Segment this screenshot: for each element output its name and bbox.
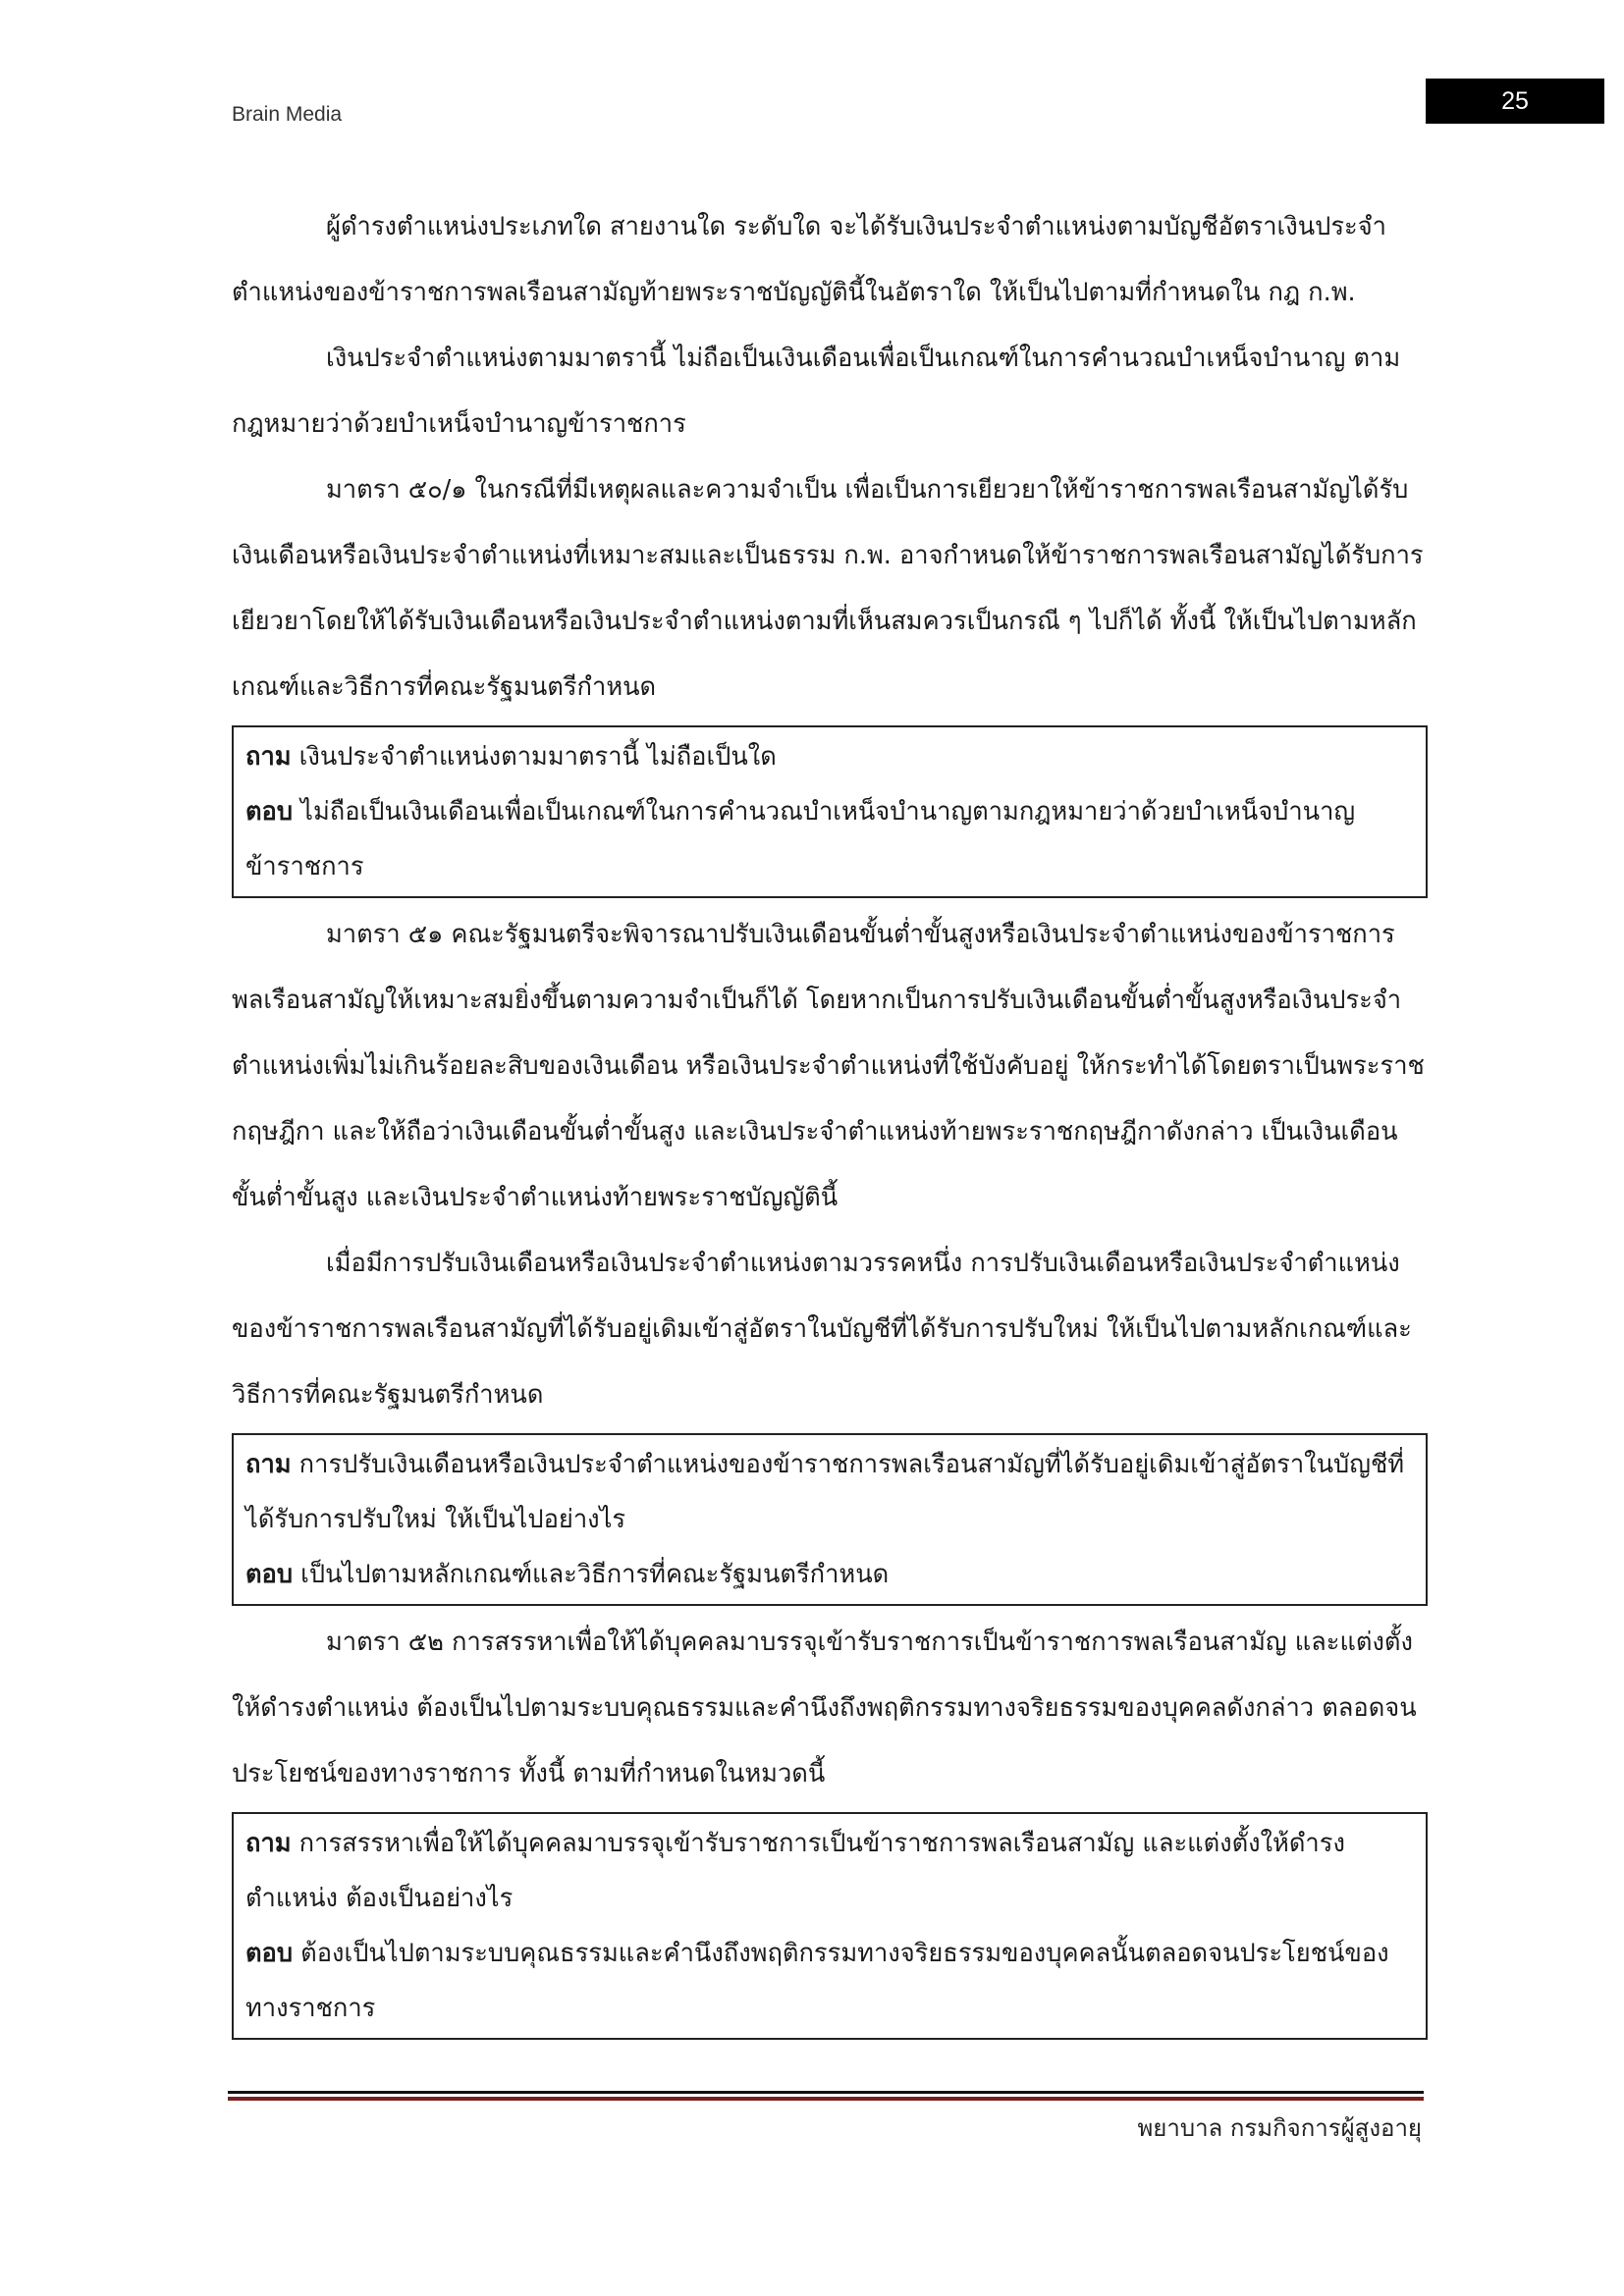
paragraph-2: เงินประจำตำแหน่งตามมาตรานี้ ไม่ถือเป็นเงินเดือนเพื่อเป็นเกณฑ์ในการคำนวณบำเหน็จบำนาญ ตามกฎหมายว่าด้วยบำเหน็จบำนาญข้าราชการ (232, 344, 1401, 439)
question-line (245, 1437, 1416, 1547)
question-line (245, 729, 1416, 784)
answer-line (245, 784, 1416, 894)
header-brand: Brain Media (232, 103, 343, 126)
paragraph-section-52: มาตรา ๕๒ การสรรหาเพื่อให้ได้บุคคลมาบรรจุเข้ารับราชการเป็นข้าราชการพลเรือนสามัญ และแต่งตั้งให้ดำรงตำแหน่ง ต้องเป็นไปตามระบบคุณธรรมและคำนึงถึงพฤติกรรมทางจริยธรรมของบุคคลดังกล่าว ตลอดจนประโยชน์ของทางราชการ ทั้งนี้ ตามที่กำหนดในหมวดนี้ (232, 1628, 1417, 1789)
answer-text: ต้องเป็นไปตามระบบคุณธรรมและคำนึงถึงพฤติกรรมทางจริยธรรมของบุคคลนั้นตลอดจนประโยชน์ของทางราชการ (245, 1939, 1389, 2023)
footer-divider (228, 2091, 1424, 2101)
paragraph-section-50-1: มาตรา ๕๐/๑ ในกรณีที่มีเหตุผลและความจำเป็น เพื่อเป็นการเยียวยาให้ข้าราชการพลเรือนสามัญได้รับเงินเดือนหรือเงินประจำตำแหน่งที่เหมาะสมและเป็นธรรม ก.พ. อาจกำหนดให้ข้าราชการพลเรือนสามัญได้รับการเยียวยาโดยให้ได้รับเงินเดือนหรือเงินประจำตำแหน่งตามที่เห็นสมควรเป็นกรณี ๆ ไปก็ได้ ทั้งนี้ ให้เป็นไปตามหลักเกณฑ์และวิธีการที่คณะรัฐมนตรีกำหนด (232, 475, 1424, 702)
page-number-badge: 25 (1426, 79, 1604, 124)
answer-label: ตอบ (245, 1939, 294, 1968)
question-label: ถาม (245, 1829, 292, 1858)
qa-box-1 (232, 725, 1428, 898)
answer-line (245, 1547, 1416, 1602)
question-line (245, 1816, 1416, 1926)
paragraph-1: ผู้ดำรงตำแหน่งประเภทใด สายงานใด ระดับใด จะได้รับเงินประจำตำแหน่งตามบัญชีอัตราเงินประจำตำแหน่งของข้าราชการพลเรือนสามัญท้ายพระราชบัญญัตินี้ในอัตราใด ให้เป็นไปตามที่กำหนดใน กฎ ก.พ. (232, 212, 1386, 307)
answer-label: ตอบ (245, 1560, 294, 1589)
answer-label: ตอบ (245, 797, 294, 827)
paragraph-section-51: มาตรา ๕๑ คณะรัฐมนตรีจะพิจารณาปรับเงินเดือนขั้นต่ำขั้นสูงหรือเงินประจำตำแหน่งของข้าราชการพลเรือนสามัญให้เหมาะสมยิ่งขึ้นตามความจำเป็นก็ได้ โดยหากเป็นการปรับเงินเดือนขั้นต่ำขั้นสูงหรือเงินประจำตำแหน่งเพิ่มไม่เกินร้อยละสิบของเงินเดือน หรือเงินประจำตำแหน่งที่ใช้บังคับอยู่ ให้กระทำได้โดยตราเป็นพระราชกฤษฎีกา และให้ถือว่าเงินเดือนขั้นต่ำขั้นสูง และเงินประจำตำแหน่งท้ายพระราชกฤษฎีกาดังกล่าว เป็นเงินเดือนขั้นต่ำขั้นสูง และเงินประจำตำแหน่งท้ายพระราชบัญญัตินี้ (232, 920, 1425, 1212)
qa-box-2 (232, 1433, 1428, 1606)
question-label: ถาม (245, 1450, 292, 1479)
answer-text: เป็นไปตามหลักเกณฑ์และวิธีการที่คณะรัฐมนตรีกำหนด (293, 1560, 890, 1589)
question-text: การปรับเงินเดือนหรือเงินประจำตำแหน่งของข้าราชการพลเรือนสามัญที่ได้รับอยู่เดิมเข้าสู่อัตราในบัญชีที่ได้รับการปรับใหม่ ให้เป็นไปอย่างไร (245, 1450, 1405, 1534)
answer-line (245, 1926, 1416, 2036)
paragraph-5: เมื่อมีการปรับเงินเดือนหรือเงินประจำตำแหน่งตามวรรคหนึ่ง การปรับเงินเดือนหรือเงินประจำตำแหน่งของข้าราชการพลเรือนสามัญที่ได้รับอยู่เดิมเข้าสู่อัตราในบัญชีที่ได้รับการปรับใหม่ ให้เป็นไปตามหลักเกณฑ์และวิธีการที่คณะรัฐมนตรีกำหนด (232, 1249, 1412, 1410)
question-text: เงินประจำตำแหน่งตามมาตรานี้ ไม่ถือเป็นใด (291, 742, 777, 772)
answer-text: ไม่ถือเป็นเงินเดือนเพื่อเป็นเกณฑ์ในการคำนวณบำเหน็จบำนาญตามกฎหมายว่าด้วยบำเหน็จบำนาญข้าราชการ (245, 797, 1356, 881)
qa-box-3 (232, 1812, 1428, 2040)
footer-text: พยาบาล กรมกิจการผู้สูงอายุ (1137, 2114, 1422, 2142)
question-text: การสรรหาเพื่อให้ได้บุคคลมาบรรจุเข้ารับราชการเป็นข้าราชการพลเรือนสามัญ และแต่งตั้งให้ดำรงตำแหน่ง ต้องเป็นอย่างไร (245, 1829, 1345, 1913)
document-body (232, 194, 1428, 2044)
question-label: ถาม (245, 742, 292, 772)
